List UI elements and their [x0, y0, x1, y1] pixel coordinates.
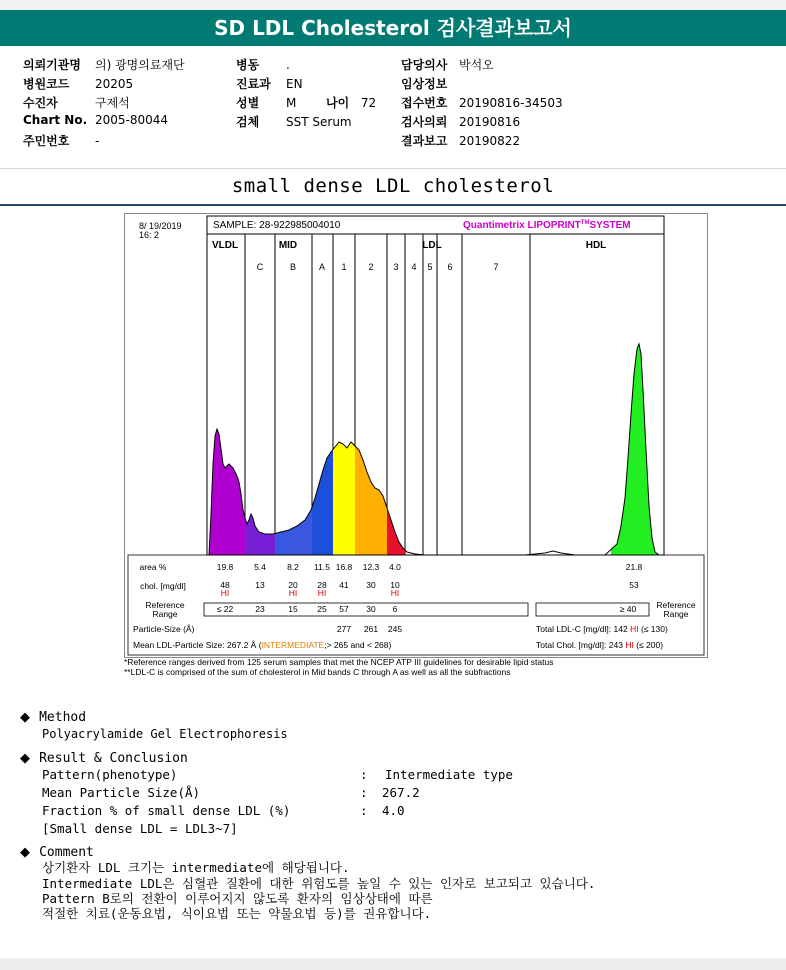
- bottom-strip: [0, 958, 786, 970]
- band-label: 5: [427, 262, 433, 272]
- comment-line: Intermediate LDL은 심혈관 질환에 대한 위험도를 높일 수 있는 인자로 보고되고 있습니다.: [42, 876, 596, 891]
- diamond-bullet-icon: ◆: [20, 845, 30, 860]
- region-label: MID: [278, 240, 298, 251]
- hi-flag: HI: [317, 588, 327, 598]
- info-row: [236, 75, 352, 94]
- info-row: [401, 75, 563, 94]
- info-label: 진료과: [236, 77, 271, 91]
- report-title: SD LDL Cholesterol 검사결과보고서: [0, 10, 786, 46]
- result-value: 4.0: [382, 803, 405, 818]
- band-label: 6: [447, 262, 453, 272]
- total-line: [536, 624, 668, 634]
- info-value: 20205: [95, 77, 134, 91]
- total-label: Total Chol. [mg/dl]:: [536, 640, 607, 650]
- mid-b-fill: [275, 507, 312, 555]
- info-value: 20190816: [459, 115, 521, 129]
- info-row: [401, 132, 563, 151]
- chart-note-2: **LDL-C is comprised of the sum of cholesterol in Mid bands C through A as well as all the subfractions: [124, 667, 511, 677]
- band-label: A: [318, 262, 326, 272]
- mean-class: INTERMEDIATE: [261, 640, 325, 650]
- area-value: 5.4: [254, 562, 266, 572]
- info-label: 성별: [236, 96, 260, 110]
- comment-line: 상기환자 LDL 크기는 intermediate에 해당됩니다.: [42, 860, 350, 875]
- mean-value: 267.2 Å: [227, 640, 257, 650]
- brand-system: SYSTEM: [589, 220, 631, 231]
- ref-value: 6: [392, 604, 398, 614]
- info-label: 의뢰기관명: [23, 58, 81, 72]
- hi-flag: HI: [220, 588, 230, 598]
- mean-label: Mean LDL-Particle Size:: [133, 640, 225, 650]
- particle-size-label: Particle-Size (Å): [133, 624, 195, 634]
- mid-a-fill: [312, 450, 333, 556]
- region-labels: [212, 240, 606, 251]
- info-label: 병동: [236, 58, 260, 72]
- ref-value: 30: [366, 604, 376, 614]
- total-label: Total LDL-C [mg/dl]:: [536, 624, 612, 634]
- comment-section: [20, 841, 94, 860]
- info-row: [23, 94, 185, 113]
- info-col3: [401, 56, 563, 151]
- method-section: [20, 706, 86, 725]
- total-flag: HI: [630, 624, 639, 634]
- chol-value: 28: [317, 580, 327, 590]
- band-label: 7: [493, 262, 499, 272]
- age-value: 72: [360, 96, 377, 110]
- info-value: 박석오: [459, 58, 494, 72]
- sample-id: SAMPLE: 28-922985004010: [213, 220, 341, 231]
- ref-value: ≤ 22: [216, 604, 234, 614]
- info-row: [23, 132, 185, 151]
- result-sep: :: [360, 767, 368, 782]
- band-label: 4: [411, 262, 417, 272]
- chol-value-hdl: 53: [629, 580, 639, 590]
- plot-frame: [207, 216, 664, 555]
- result-sep: :: [360, 785, 368, 800]
- info-value: 의) 광명의료재단: [95, 58, 185, 72]
- region-label: VLDL: [211, 240, 239, 251]
- result-label: Pattern(phenotype): [42, 767, 178, 782]
- chol-value: 20: [288, 580, 298, 590]
- mean-ldl-size: [133, 640, 392, 650]
- results-table: [133, 562, 696, 650]
- result-value: Intermediate type: [385, 767, 513, 782]
- curve-fills: [209, 344, 659, 555]
- result-sep: :: [360, 803, 368, 818]
- result-value: 267.2: [382, 785, 420, 800]
- info-label: 검체: [236, 115, 260, 129]
- info-label: 수진자: [23, 96, 58, 110]
- lipoprint-svg: [125, 214, 707, 657]
- info-row: [23, 113, 185, 132]
- area-value: 11.5: [314, 562, 330, 572]
- info-value: SST Serum: [286, 115, 352, 129]
- area-value: 16.8: [335, 562, 353, 572]
- row-label-chol: chol. [mg/dl]: [140, 581, 186, 591]
- comment-line: 적절한 치료(운동요법, 식이요법 또는 약물요법 등)를 권유합니다.: [42, 906, 432, 921]
- info-value: 2005-80044: [95, 113, 169, 127]
- chart-date: 8/ 19/2019: [139, 221, 182, 231]
- section-header: [0, 168, 786, 206]
- info-value: .: [286, 58, 290, 72]
- info-label: Chart No.: [23, 113, 88, 127]
- comment-line: Pattern B로의 전환이 이루어지지 않도록 환자의 임상상태에 따른: [42, 891, 433, 906]
- ldl2-fill: [355, 446, 387, 555]
- ref-value: 57: [339, 604, 349, 614]
- area-value: 4.0: [389, 562, 401, 572]
- result-row: [42, 767, 742, 782]
- diamond-bullet-icon: ◆: [20, 751, 30, 766]
- lipoprint-chart: [124, 213, 708, 658]
- method-text: Polyacrylamide Gel Electrophoresis: [42, 727, 288, 741]
- particle-size-value: 277: [336, 624, 352, 634]
- total-flag: HI: [625, 640, 634, 650]
- row-label-ref: Reference: [145, 600, 185, 610]
- info-row: [401, 94, 563, 113]
- info-row: [236, 56, 352, 75]
- area-value-hdl: 21.8: [625, 562, 643, 572]
- chol-value: 41: [339, 580, 349, 590]
- result-label: Mean Particle Size(Å): [42, 785, 201, 800]
- info-value: 구제석: [95, 96, 130, 110]
- ldl1-fill: [333, 442, 355, 555]
- chart-note-1: *Reference ranges derived from 125 serum samples that met the NCEP ATP III guidelines for desirable lipid status: [124, 657, 554, 667]
- area-value: 8.2: [287, 562, 299, 572]
- info-row: [23, 56, 185, 75]
- diamond-bullet-icon: ◆: [20, 710, 30, 725]
- result-note: [Small dense LDL = LDL3~7]: [42, 821, 238, 836]
- band-separators: [245, 234, 530, 555]
- section-title: small dense LDL cholesterol: [231, 175, 555, 197]
- band-label: 3: [393, 262, 399, 272]
- band-label: 1: [341, 262, 347, 272]
- row-label-ref: Range: [152, 609, 178, 619]
- row-label-ref-right: Reference: [656, 600, 696, 610]
- mean-paren: (: [258, 640, 262, 650]
- info-row: [401, 113, 563, 132]
- mean-range: ;> 265 and < 268): [324, 640, 392, 650]
- info-label: 병원코드: [23, 77, 70, 91]
- result-title: Result & Conclusion: [39, 751, 188, 766]
- total-value: 243: [608, 640, 623, 650]
- info-row: [236, 113, 352, 132]
- age-label: 나이: [326, 96, 350, 110]
- total-value: 142: [613, 624, 628, 634]
- particle-size-value: 261: [363, 624, 379, 634]
- row-label-area: area %: [139, 562, 167, 572]
- chol-value: 48: [220, 580, 230, 590]
- brand-name: Quantimetrix LIPOPRINT: [463, 220, 581, 231]
- info-row: [23, 75, 185, 94]
- brand-logo: [463, 220, 631, 231]
- info-label: 결과보고: [401, 134, 448, 148]
- info-label: 담당의사: [401, 58, 448, 72]
- band-label: B: [289, 262, 297, 272]
- ref-value-hdl: ≥ 40: [619, 604, 637, 614]
- area-value: 19.8: [216, 562, 234, 572]
- ref-value: 23: [255, 604, 265, 614]
- hi-flag: HI: [390, 588, 400, 598]
- chol-value: 30: [366, 580, 376, 590]
- total-ref: (≤ 200): [636, 640, 664, 650]
- info-value: 20190822: [459, 134, 521, 148]
- ref-value: 15: [288, 604, 298, 614]
- region-label: HDL: [585, 240, 607, 251]
- age-field: [326, 94, 376, 111]
- area-value: 12.3: [362, 562, 380, 572]
- brand-tm: TM: [580, 220, 590, 226]
- hi-flag: HI: [288, 588, 298, 598]
- info-value: 20190816-34503: [459, 96, 563, 110]
- band-label: C: [256, 262, 264, 272]
- total-ref: (≤ 130): [640, 624, 668, 634]
- info-value: M: [286, 96, 297, 110]
- info-row: [401, 56, 563, 75]
- info-value: -: [95, 134, 100, 148]
- result-label: Fraction % of small dense LDL (%): [42, 803, 291, 818]
- row-label-ref-right: Range: [663, 609, 689, 619]
- hdl-fill: [611, 344, 659, 555]
- info-col1: [23, 56, 185, 151]
- band-label: 2: [368, 262, 374, 272]
- info-label: 접수번호: [401, 96, 448, 110]
- comment-title: Comment: [39, 845, 94, 860]
- info-label: 주민번호: [23, 134, 70, 148]
- chart-time: 16: 2: [139, 230, 160, 240]
- result-row: [42, 803, 742, 818]
- particle-size-value: 245: [387, 624, 403, 634]
- info-label: 검사의뢰: [401, 115, 448, 129]
- info-label: 임상정보: [401, 77, 448, 91]
- result-section: [20, 747, 188, 766]
- region-label: LDL: [422, 240, 442, 251]
- info-value: EN: [286, 77, 303, 91]
- ref-value: 25: [317, 604, 327, 614]
- chol-value: 13: [255, 580, 265, 590]
- method-title: Method: [39, 710, 87, 725]
- total-line: [536, 640, 663, 650]
- result-row: [42, 785, 742, 800]
- chol-value: 10: [390, 580, 400, 590]
